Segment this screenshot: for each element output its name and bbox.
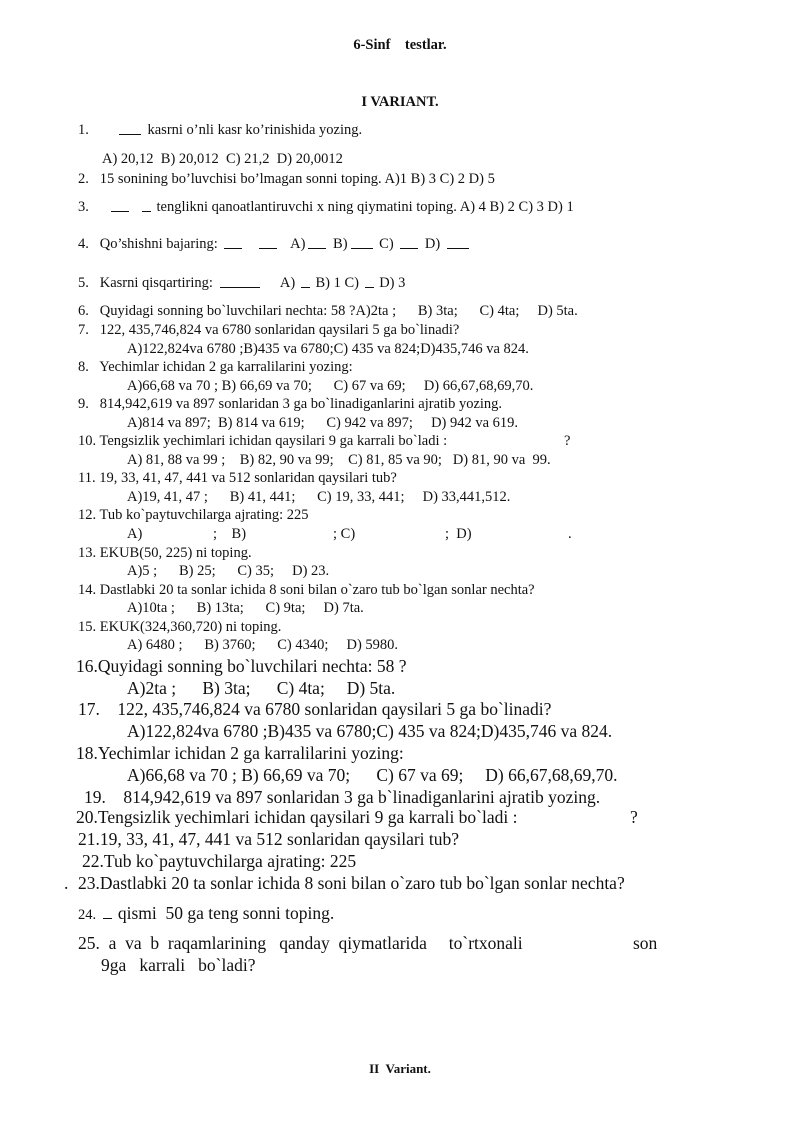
question-13: 13. EKUB(50, 225) ni toping. xyxy=(78,545,252,561)
question-22: 22.Tub ko`paytuvchilarga ajrating: 225 xyxy=(82,851,357,871)
question-12-b: ; B) xyxy=(213,526,247,542)
question-5: 5. Kasrni qisqartiring: A) B) 1 C) D) 3 xyxy=(78,275,406,291)
question-18: 18.Yechimlar ichidan 2 ga karralilarini yozing: xyxy=(76,743,404,763)
question-16-answers: A)2ta ; B) 3ta; C) 4ta; D) 5ta. xyxy=(127,678,396,698)
question-9: 9. 814,942,619 va 897 sonlaridan 3 ga bo`linadiganlarini ajratib yozing. xyxy=(78,396,503,412)
question-1: 1. kasrni o’nli kasr ko’rinishida yozing. xyxy=(78,122,363,138)
question-10: 10. Tengsizlik yechimlari ichidan qaysilari 9 ga karrali bo`ladi : xyxy=(78,433,448,449)
question-3: 3. tenglikni qanoatlantiruvchi x ning qiymatini toping. A) 4 B) 2 C) 3 D) 1 xyxy=(78,199,574,215)
question-12-d: ; D) xyxy=(445,526,472,542)
question-15: 15. EKUK(324,360,720) ni toping. xyxy=(78,619,282,635)
question-12-e: . xyxy=(568,526,572,542)
question-10-mark: ? xyxy=(564,433,571,449)
question-12: 12. Tub ko`paytuvchilarga ajrating: 225 xyxy=(78,507,309,523)
question-13-answers: A)5 ; B) 25; C) 35; D) 23. xyxy=(127,563,330,579)
question-19: 19. 814,942,619 va 897 sonlaridan 3 ga b`linadiganlarini ajratib yozing. xyxy=(84,787,601,807)
question-9-answers: A)814 va 897; B) 814 va 619; C) 942 va 897; D) 942 va 619. xyxy=(127,415,519,431)
question-7-answers: A)122,824va 6780 ;B)435 va 6780;C) 435 va 824;D)435,746 va 824. xyxy=(127,341,529,357)
question-25: 25. a va b raqamlarining qanday qiymatlarida to`rtxonali xyxy=(78,933,523,953)
question-17-answers: A)122,824va 6780 ;B)435 va 6780;C) 435 va 824;D)435,746 va 824. xyxy=(127,721,613,741)
question-25-line2: 9ga karrali bo`ladi? xyxy=(101,955,256,975)
question-11: 11. 19, 33, 41, 47, 441 va 512 sonlaridan qaysilari tub? xyxy=(78,470,397,486)
question-21: 21.19, 33, 41, 47, 441 va 512 sonlaridan qaysilari tub? xyxy=(78,829,460,849)
question-8-answers: A)66,68 va 70 ; B) 66,69 va 70; C) 67 va 69; D) 66,67,68,69,70. xyxy=(127,378,534,394)
question-15-answers: A) 6480 ; B) 3760; C) 4340; D) 5980. xyxy=(127,637,399,653)
question-14: 14. Dastlabki 20 ta sonlar ichida 8 soni bilan o`zaro tub bo`lgan sonlar nechta? xyxy=(78,582,535,598)
question-17: 17. 122, 435,746,824 va 6780 sonlaridan qaysilari 5 ga bo`linadi? xyxy=(78,699,552,719)
page-title: 6-Sinf testlar. xyxy=(353,37,447,53)
question-10-answers: A) 81, 88 va 99 ; B) 82, 90 va 99; C) 81, 85 va 90; D) 81, 90 va 99. xyxy=(127,452,551,468)
question-18-answers: A)66,68 va 70 ; B) 66,69 va 70; C) 67 va 69; D) 66,67,68,69,70. xyxy=(127,765,618,785)
question-20: 20.Tengsizlik yechimlari ichidan qaysilari 9 ga karrali bo`ladi : xyxy=(76,807,518,827)
question-2: 2. 15 sonining bo’luvchisi bo’lmagan sonni toping. A)1 B) 3 C) 2 D) 5 xyxy=(78,171,495,187)
question-16: 16.Quyidagi sonning bo`luvchilari nechta: 58 ? xyxy=(76,656,407,676)
question-1-answers: A) 20,12 B) 20,012 C) 21,2 D) 20,0012 xyxy=(102,151,343,167)
question-23: 23.Dastlabki 20 ta sonlar ichida 8 soni bilan o`zaro tub bo`lgan sonlar nechta? xyxy=(78,873,625,893)
question-23-bullet: . xyxy=(64,873,69,893)
question-25-son: son xyxy=(633,933,658,953)
question-12-c: ; C) xyxy=(333,526,356,542)
question-4: 4. Qo’shishni bajaring: A) B) C) D) xyxy=(78,237,472,253)
question-24: 24. qismi 50 ga teng sonni toping. xyxy=(78,903,335,923)
question-7: 7. 122, 435,746,824 va 6780 sonlaridan qaysilari 5 ga bo`linadi? xyxy=(78,322,460,338)
variant-heading: I VARIANT. xyxy=(361,94,439,110)
variant2-heading: II Variant. xyxy=(369,1061,431,1076)
question-8: 8. Yechimlar ichidan 2 ga karralilarini yozing: xyxy=(78,359,353,375)
question-6: 6. Quyidagi sonning bo`luvchilari nechta: 58 ?A)2ta ; B) 3ta; C) 4ta; D) 5ta. xyxy=(78,303,578,319)
question-11-answers: A)19, 41, 47 ; B) 41, 441; C) 19, 33, 441; D) 33,441,512. xyxy=(127,489,511,505)
question-20-mark: ? xyxy=(630,807,638,827)
question-14-answers: A)10ta ; B) 13ta; C) 9ta; D) 7ta. xyxy=(127,600,364,616)
question-12-a: A) xyxy=(127,526,143,542)
